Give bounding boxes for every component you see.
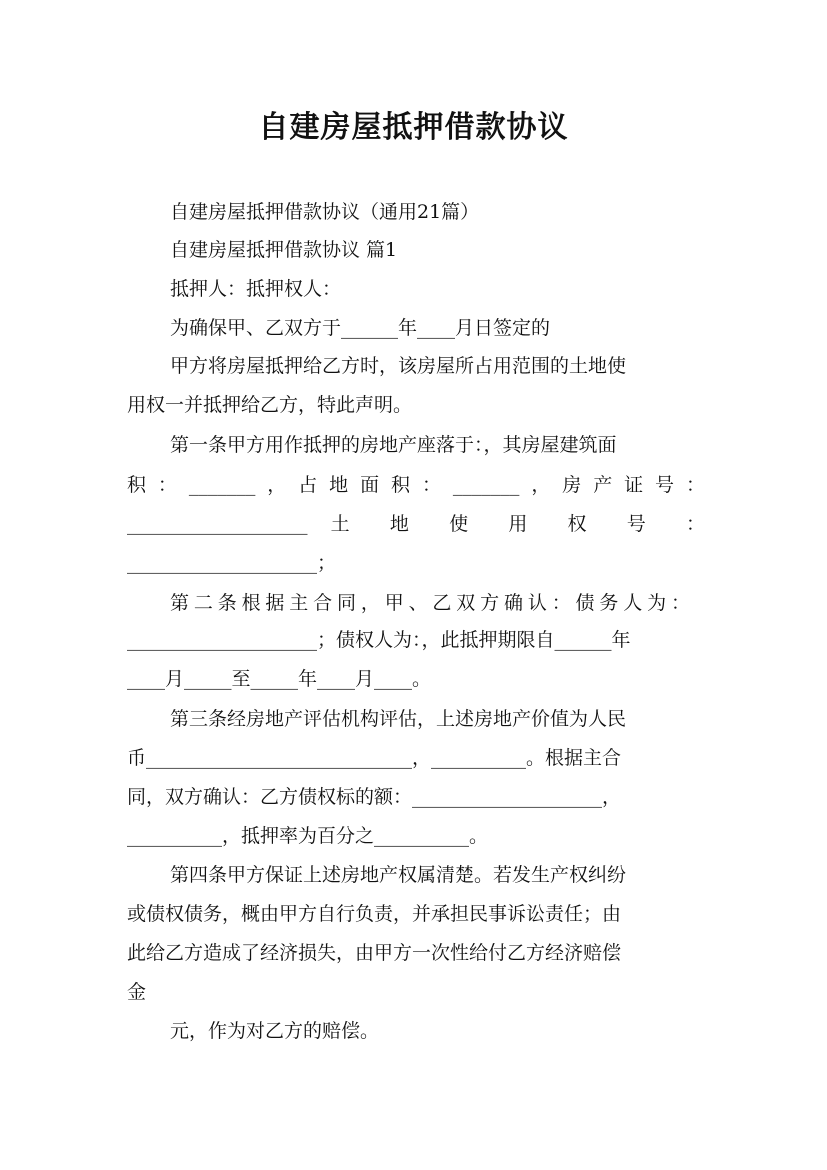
article-3-line: __________，抵押率为百分之__________。	[127, 825, 489, 847]
article-1-line: 积：_______，占地面积：_______，房产证号：	[127, 474, 705, 496]
article-2-line: ____月_____至_____年____月____。	[127, 668, 432, 690]
subtitle-line: 自建房屋抵押借款协议（通用21篇）	[170, 201, 480, 223]
article-2-line: 第二条根据主合同，甲、乙双方确认：债务人为：	[170, 592, 690, 614]
article-3-line: 币____________________________，__________。根据主合	[127, 747, 622, 769]
article-1-line: 第一条甲方用作抵押的房地产座落于：，其房屋建筑面	[170, 434, 617, 456]
article-3-line: 第三条经房地产评估机构评估，上述房地产价值为人民	[170, 708, 627, 730]
article-4-line: 此给乙方造成了经济损失，由甲方一次性给付乙方经济赔偿	[127, 942, 622, 964]
article-2-line: ____________________；债权人为：，此抵押期限自______年	[127, 629, 631, 651]
article-3-line: 同，双方确认：乙方债权标的额：____________________，	[127, 786, 622, 808]
article-1-line: ____________________；	[127, 552, 337, 574]
parties-line: 抵押人：抵押权人：	[170, 278, 342, 300]
paragraph-line: 用权一并抵押给乙方，特此声明。	[127, 394, 413, 416]
section-heading: 自建房屋抵押借款协议 篇1	[170, 239, 398, 261]
document-title: 自建房屋抵押借款协议	[258, 110, 569, 145]
article-1-line: ___________________ 土 地 使 用 权 号 ：	[127, 513, 705, 535]
paragraph-line: 为确保甲、乙双方于______年____月日签定的	[170, 317, 551, 339]
article-4-line: 或债权债务，概由甲方自行负责，并承担民事诉讼责任；由	[127, 903, 622, 925]
article-4-line: 第四条甲方保证上述房地产权属清楚。若发生产权纠纷	[170, 864, 627, 886]
article-4-line: 元，作为对乙方的赔偿。	[170, 1020, 380, 1042]
article-4-line: 金	[127, 981, 147, 1003]
paragraph-line: 甲方将房屋抵押给乙方时，该房屋所占用范围的土地使	[170, 355, 627, 377]
